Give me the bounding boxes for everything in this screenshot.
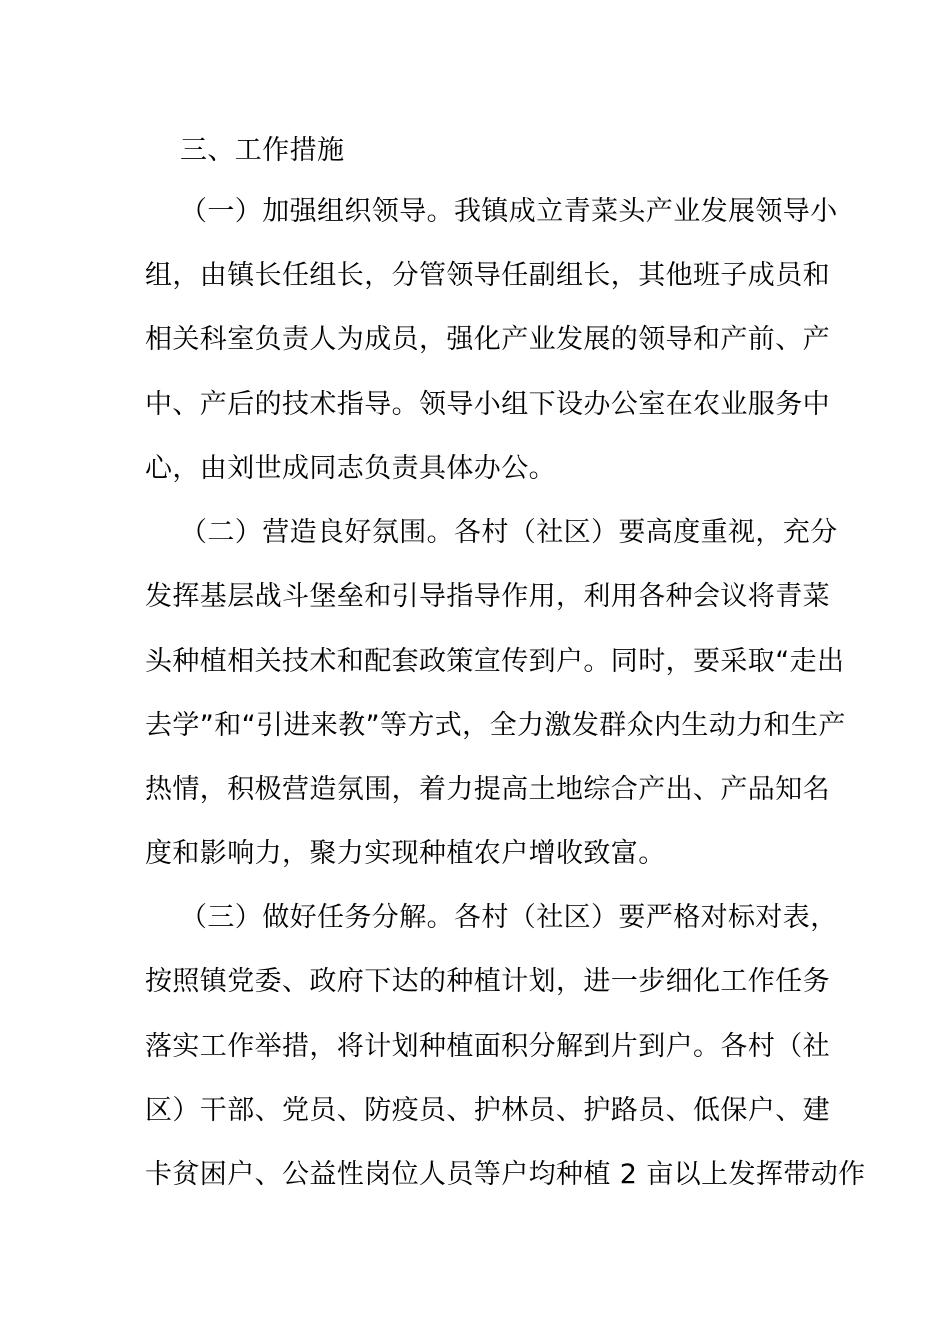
section-heading: 三、工作措施 (180, 135, 345, 166)
paragraph-1-line-3: 相关科室负责人为成员，强化产业发展的领导和产前、产 (145, 324, 830, 355)
paragraph-1-line-1: （一）加强组织领导。我镇成立青菜头产业发展领导小 (180, 196, 838, 227)
paragraph-1-line-4: 中、产后的技术指导。领导小组下设办公室在农业服务中 (145, 389, 830, 420)
paragraph-1-line-5: 心，由刘世成同志负责具体办公。 (145, 453, 556, 484)
paragraph-1-line-2: 组，由镇长任组长，分管领导任副组长，其他班子成员和 (145, 260, 830, 291)
paragraph-3-line-4: 区）干部、党员、防疫员、护林员、护路员、低保户、建 (145, 1095, 830, 1126)
paragraph-2-line-4: 去学”和“引进来教”等方式，全力激发群众内生动力和生产 (145, 710, 846, 741)
paragraph-2-line-6: 度和影响力，聚力实现种植农户增收致富。 (145, 838, 666, 869)
paragraph-3-line-1: （三）做好任务分解。各村（社区）要严格对标对表， (180, 902, 838, 933)
paragraph-2-line-3: 头种植相关技术和配套政策宣传到户。同时，要采取“走出 (145, 646, 845, 677)
paragraph-2-line-2: 发挥基层战斗堡垒和引导指导作用，利用各种会议将青菜 (145, 581, 830, 612)
paragraph-2-line-5: 热情，积极营造氛围，着力提高土地综合产出、产品知名 (145, 774, 830, 805)
paragraph-3-line-3: 落实工作举措，将计划种植面积分解到片到户。各村（社 (145, 1031, 830, 1062)
paragraph-2-line-1: （二）营造良好氛围。各村（社区）要高度重视，充分 (180, 517, 838, 548)
paragraph-3-line-2: 按照镇党委、政府下达的种植计划，进一步细化工作任务 (145, 966, 830, 997)
paragraph-3-line-5: 卡贫困户、公益性岗位人员等户均种植 2 亩以上发挥带动作 (145, 1159, 866, 1190)
